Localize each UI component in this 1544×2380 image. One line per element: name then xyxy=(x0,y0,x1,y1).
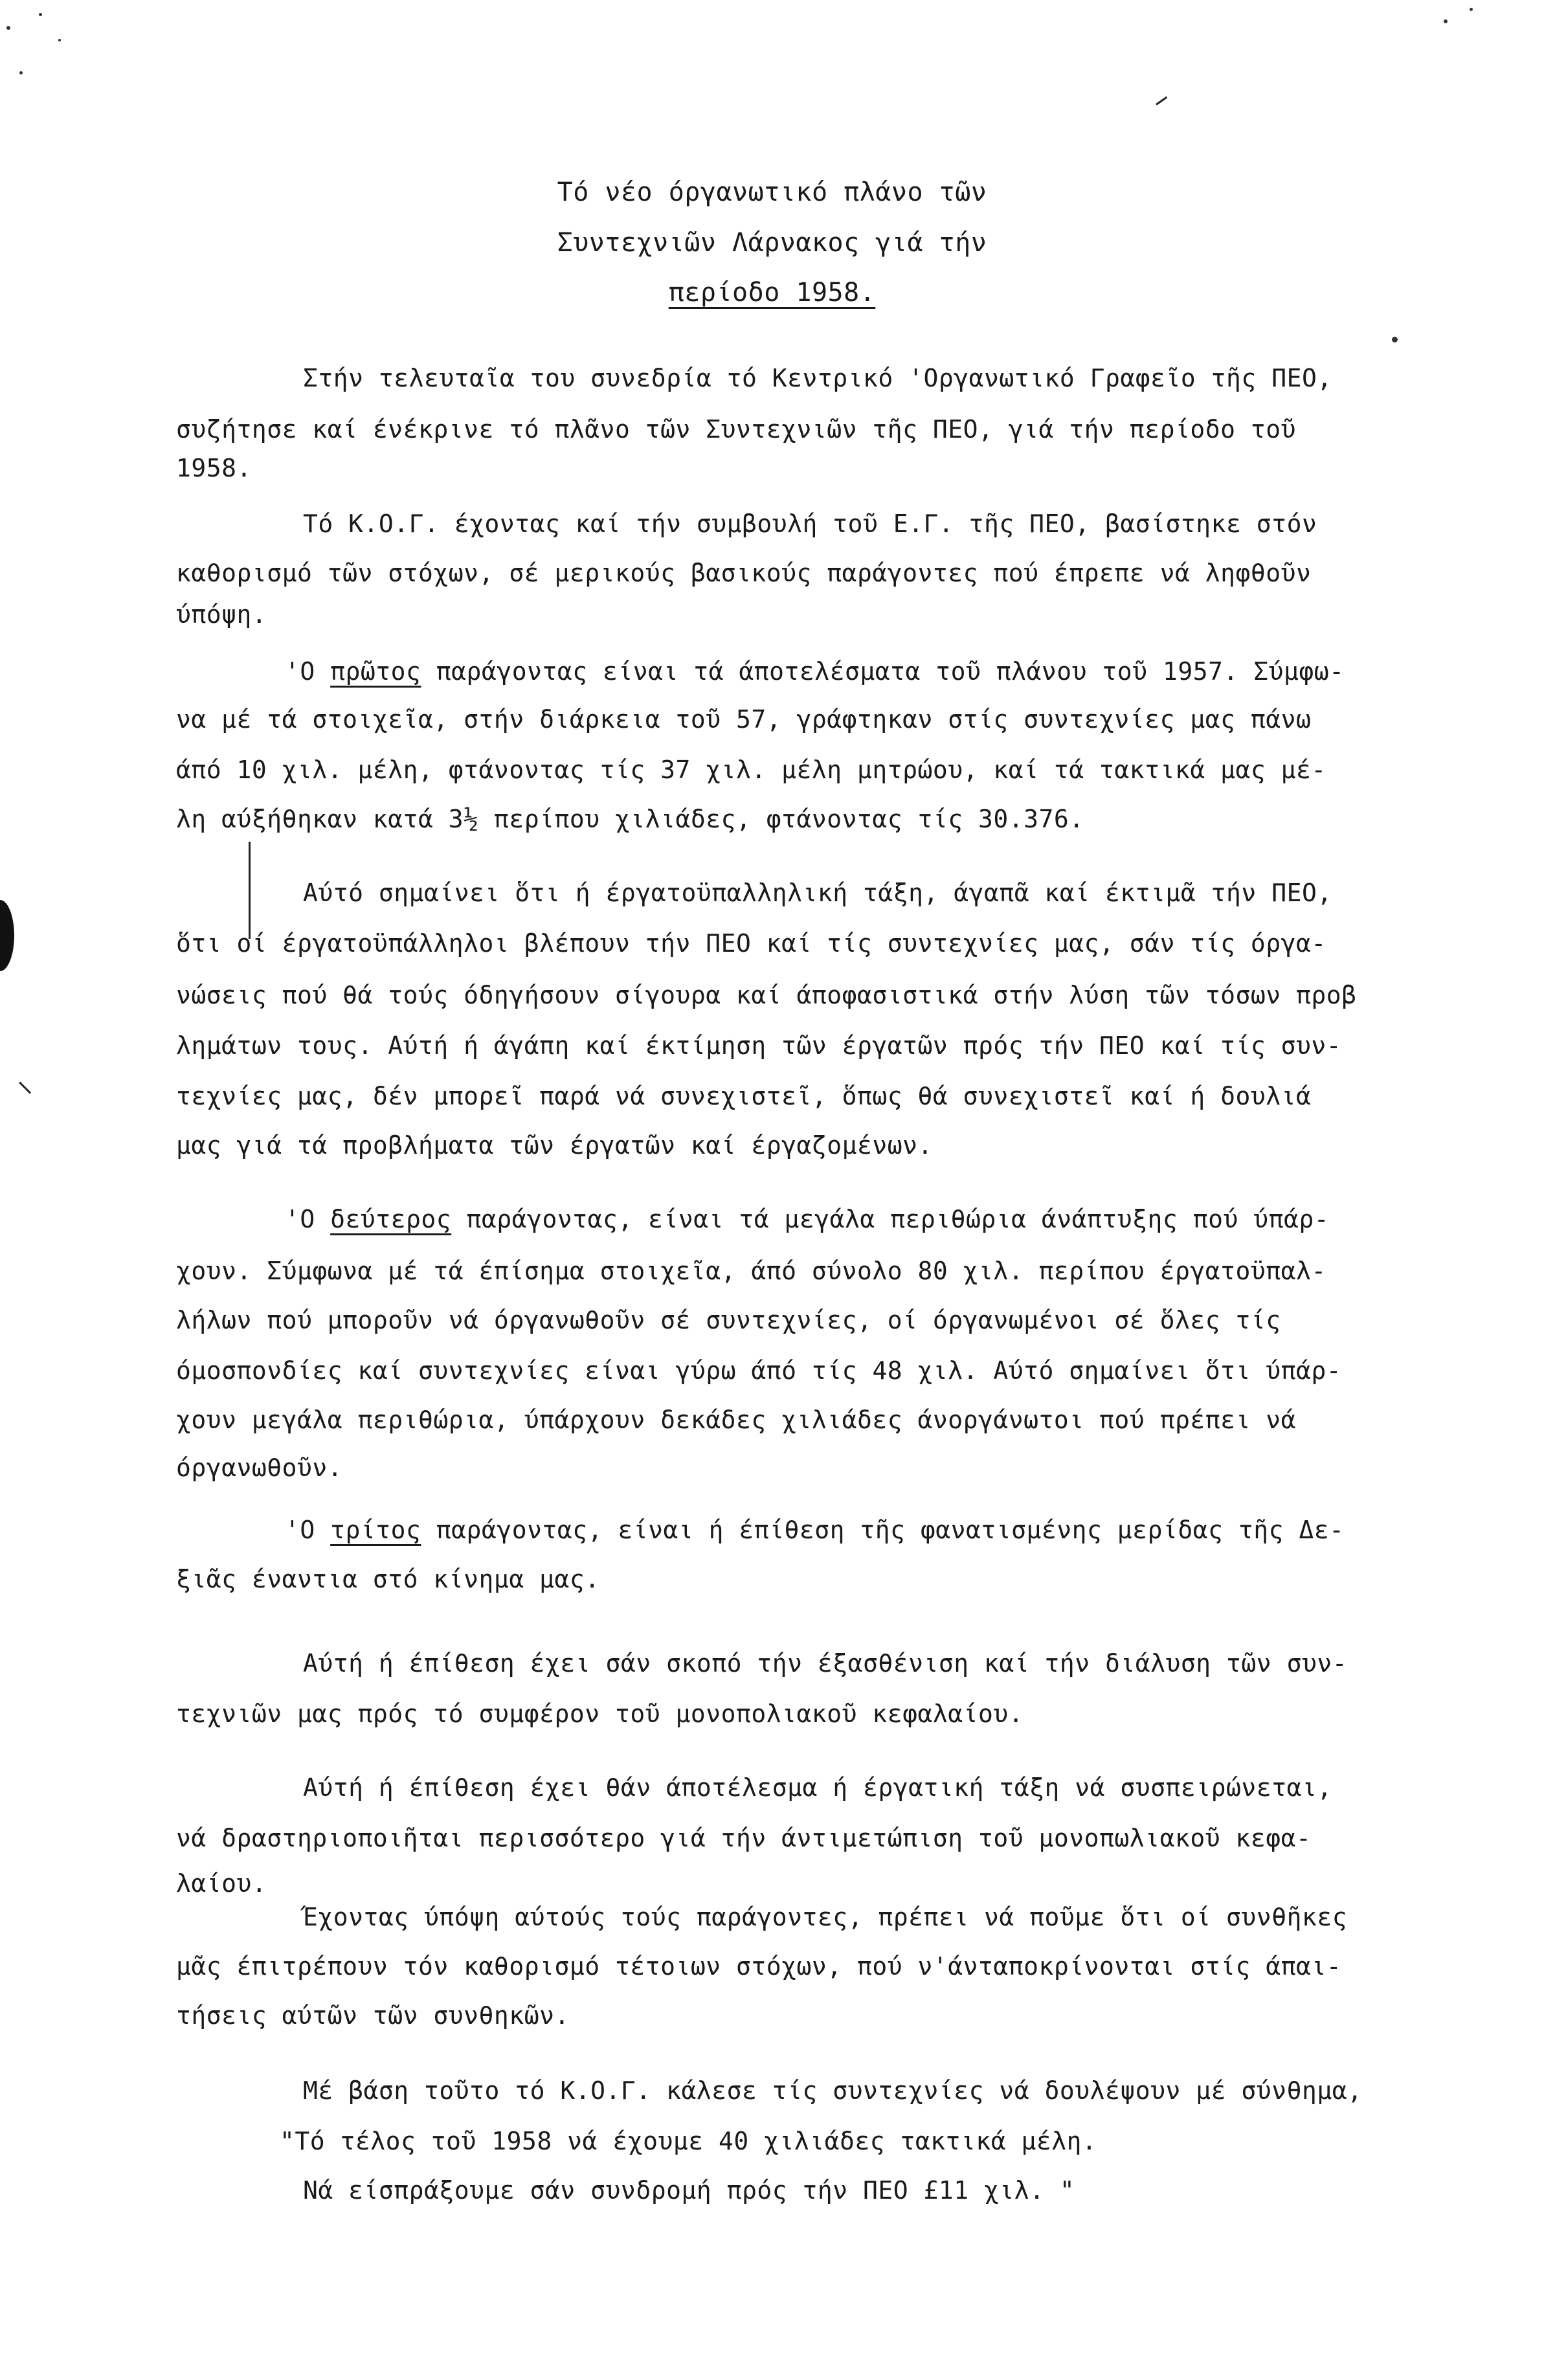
paragraph-10-line: "Τό τέλος τοῦ 1958 νά έχουμε 40 χιλιάδες τακτικά μέλη. xyxy=(280,2127,1097,2155)
paragraph-5-keyword: δεύτερος xyxy=(330,1205,452,1233)
paragraph-4-line: μας γιά τά προβλήματα τῶν έργατῶν καί έργαζομένων. xyxy=(176,1131,933,1160)
scan-speck xyxy=(19,71,23,74)
paragraph-5-line: όμοσπονδίες καί συντεχνίες είναι γύρω άπό τίς 48 χιλ. Αύτό σημαίνει ὅτι ύπάρ- xyxy=(176,1356,1342,1385)
paragraph-5-line: όργανωθοῦν. xyxy=(176,1454,343,1482)
paragraph-3-line xyxy=(285,659,1344,684)
paragraph-2-line: ύπόψη. xyxy=(176,600,267,629)
paragraph-9-line: τήσεις αύτῶν τῶν συνθηκῶν. xyxy=(176,2001,570,2030)
paragraph-10-line: Νά είσπράξουμε σάν συνδρομή πρός τήν ΠΕΟ £11 χιλ. " xyxy=(303,2176,1075,2205)
paragraph-4-line: λημάτων τους. Αύτή ή άγάπη καί έκτίμηση τῶν έργατῶν πρός τήν ΠΕΟ καί τίς συν- xyxy=(176,1031,1342,1060)
paragraph-4-line: τεχνίες μας, δέν μπορεῖ παρά νά συνεχιστεῖ, ὅπως θά συνεχιστεῖ καί ή δουλιά xyxy=(176,1082,1312,1110)
paragraph-3-line: λη αύξήθηκαν κατά 3½ περίπου χιλιάδες, φτάνοντας τίς 30.376. xyxy=(176,805,1084,833)
paragraph-1-line: συζήτησε καί ένέκρινε τό πλᾶνο τῶν Συντεχνιῶν τῆς ΠΕΟ, γιά τήν περίοδο τοῦ xyxy=(176,415,1296,443)
paragraph-4-line: ὅτι οί έργατοϋπάλληλοι βλέπουν τήν ΠΕΟ καί τίς συντεχνίες μας, σάν τίς όργα- xyxy=(176,929,1326,958)
paragraph-6-first-rest: παράγοντας, είναι ή έπίθεση τῆς φανατισμένης μερίδας τῆς Δε- xyxy=(421,1516,1345,1544)
paragraph-7-line: τεχνιῶν μας πρός τό συμφέρον τοῦ μονοπολιακοῦ κεφαλαίου. xyxy=(176,1700,1024,1728)
paragraph-1-line: 1958. xyxy=(176,454,252,482)
paragraph-4-line: νώσεις πού θά τούς όδηγήσουν σίγουρα καί άποφασιστικά στήν λύση τῶν τόσων προβ xyxy=(176,981,1357,1009)
document-title-line-1: Τό νέο όργανωτικό πλάνο τῶν xyxy=(557,177,987,207)
paragraph-2-line: Τό Κ.Ο.Γ. έχοντας καί τήν συμβουλή τοῦ Ε.Γ. τῆς ΠΕΟ, βασίστηκε στόν xyxy=(303,510,1317,538)
paragraph-5-line: χουν μεγάλα περιθώρια, ύπάρχουν δεκάδες χιλιάδες άνοργάνωτοι πού πρέπει νά xyxy=(176,1406,1296,1434)
paragraph-3-first-rest: παράγοντας είναι τά άποτελέσματα τοῦ πλάνου τοῦ 1957. Σύμφω- xyxy=(421,657,1345,686)
paragraph-5-line: λήλων πού μποροῦν νά όργανωθοῦν σέ συντεχνίες, οί όργανωμένοι σέ ὅλες τίς xyxy=(176,1306,1281,1334)
paragraph-3-lead: 'Ο xyxy=(285,657,331,686)
paragraph-7-line: Αύτή ή έπίθεση έχει σάν σκοπό τήν έξασθένιση καί τήν διάλυση τῶν συν- xyxy=(303,1649,1348,1678)
paragraph-8-line: Αύτή ή έπίθεση έχει θάν άποτέλεσμα ή έργατική τάξη νά συσπειρώνεται, xyxy=(303,1773,1332,1802)
paragraph-5-line xyxy=(285,1207,1329,1231)
paragraph-6-line xyxy=(285,1518,1344,1542)
paragraph-6-line: ξιᾶς έναντια στό κίνημα μας. xyxy=(176,1565,600,1593)
margin-line xyxy=(249,842,251,939)
paragraph-9-line: μᾶς έπιτρέπουν τόν καθορισμό τέτοιων στόχων, πού ν'άνταποκρίνονται στίς άπαι- xyxy=(176,1952,1342,1981)
paragraph-8-line: νά δραστηριοποιῆται περισσότερο γιά τήν άντιμετώπιση τοῦ μονοπωλιακοῦ κεφα- xyxy=(176,1824,1312,1852)
pen-mark xyxy=(19,1081,31,1094)
scan-speck xyxy=(39,13,42,16)
pen-mark xyxy=(1156,96,1167,106)
paragraph-4-line: Αύτό σημαίνει ὅτι ή έργατοϋπαλληλική τάξη, άγαπᾶ καί έκτιμᾶ τήν ΠΕΟ, xyxy=(303,879,1332,907)
paragraph-9-line: Έχοντας ύπόψη αύτούς τούς παράγοντες, πρέπει νά ποῦμε ὅτι οί συνθῆκες xyxy=(303,1903,1348,1931)
paragraph-8-line: λαίου. xyxy=(176,1869,267,1898)
paragraph-3-line: άπό 10 χιλ. μέλη, φτάνοντας τίς 37 χιλ. μέλη μητρώου, καί τά τακτικά μας μέ- xyxy=(176,756,1326,784)
document-title-line-3: περίοδο 1958. xyxy=(668,278,876,308)
scan-speck xyxy=(58,39,61,41)
paragraph-5-lead: 'Ο xyxy=(285,1205,331,1233)
paragraph-1-line: Στήν τελευταῖα του συνεδρία τό Κεντρικό 'Οργανωτικό Γραφεῖο τῆς ΠΕΟ, xyxy=(303,364,1332,392)
scan-speck xyxy=(1444,19,1448,23)
document-title-line-2: Συντεχνιῶν Λάρνακος γιά τήν xyxy=(557,228,987,258)
paragraph-5-line: χουν. Σύμφωνα μέ τά έπίσημα στοιχεῖα, άπό σύνολο 80 χιλ. περίπου έργατοϋπαλ- xyxy=(176,1257,1326,1285)
paragraph-3-keyword: πρῶτος xyxy=(330,657,421,686)
paragraph-3-line: να μέ τά στοιχεῖα, στήν διάρκεια τοῦ 57, γράφτηκαν στίς συντεχνίες μας πάνω xyxy=(176,705,1312,734)
paragraph-5-first-rest: παράγοντας, είναι τά μεγάλα περιθώρια άνάπτυξης πού ύπάρ- xyxy=(451,1205,1330,1233)
scan-blot xyxy=(0,900,14,971)
paragraph-2-line: καθορισμό τῶν στόχων, σέ μερικούς βασικούς παράγοντες πού έπρεπε νά ληφθοῦν xyxy=(176,559,1312,587)
scan-speck xyxy=(6,26,10,30)
paragraph-10-line: Μέ βάση τοῦτο τό Κ.Ο.Γ. κάλεσε τίς συντεχνίες νά δουλέψουν μέ σύνθημα, xyxy=(303,2076,1363,2105)
scan-speck xyxy=(1470,8,1473,11)
paragraph-6-keyword: τρίτος xyxy=(330,1516,421,1544)
scan-speck xyxy=(1392,337,1398,342)
paragraph-6-lead: 'Ο xyxy=(285,1516,331,1544)
